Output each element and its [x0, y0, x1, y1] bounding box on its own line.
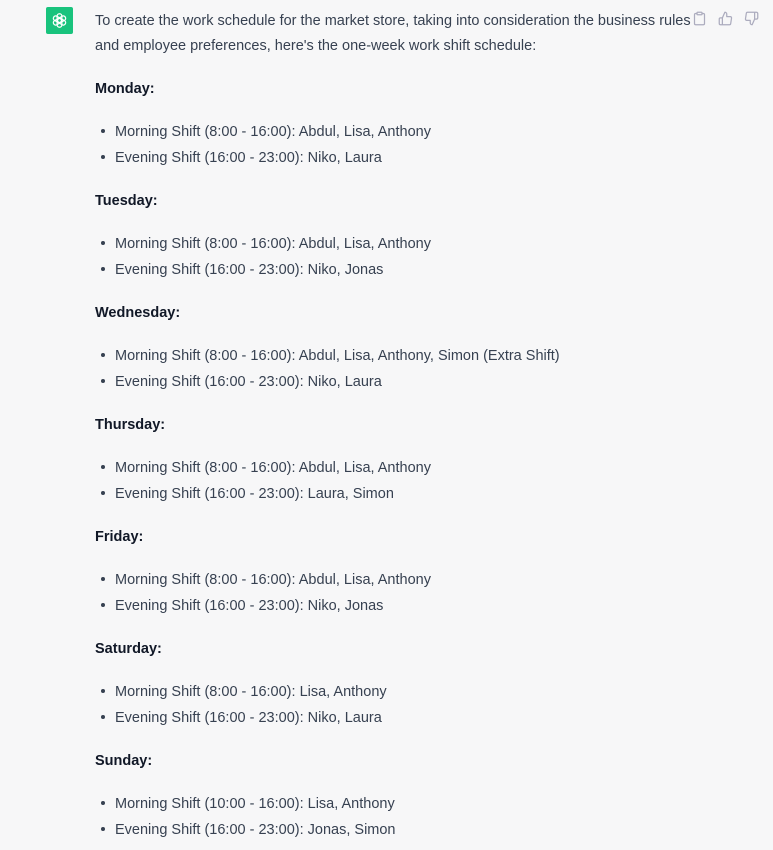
- assistant-message: [95, 9, 695, 843]
- day-section: [95, 77, 695, 171]
- shift-item: [95, 456, 695, 482]
- day-section: [95, 301, 695, 395]
- message-actions: [690, 9, 760, 27]
- shift-list: [95, 792, 695, 843]
- bullet-icon: [101, 353, 105, 357]
- shift-text: Evening Shift (16:00 - 23:00): Niko, Jonas: [115, 597, 384, 614]
- shift-list: [95, 344, 695, 395]
- day-section: [95, 637, 695, 731]
- shift-item: [95, 146, 695, 172]
- shift-text: Evening Shift (16:00 - 23:00): Jonas, Simon: [115, 821, 396, 838]
- thumbs-up-button[interactable]: [716, 9, 734, 27]
- shift-text: Morning Shift (10:00 - 16:00): Lisa, Anthony: [115, 796, 395, 812]
- openai-logo-icon: [50, 11, 69, 30]
- bullet-icon: [101, 801, 105, 805]
- bullet-icon: [101, 465, 105, 469]
- shift-text: Evening Shift (16:00 - 23:00): Niko, Laura: [115, 709, 382, 726]
- bullet-icon: [101, 577, 105, 581]
- bullet-icon: [101, 603, 105, 607]
- bullet-icon: [101, 155, 105, 159]
- day-title: Saturday:: [95, 641, 162, 657]
- shift-list: [95, 568, 695, 619]
- shift-text: Evening Shift (16:00 - 23:00): Niko, Laura: [115, 373, 382, 390]
- shift-item: [95, 680, 695, 706]
- day-title: Monday:: [95, 81, 155, 97]
- shift-text: Evening Shift (16:00 - 23:00): Niko, Laura: [115, 149, 382, 166]
- shift-text: Morning Shift (8:00 - 16:00): Lisa, Anthony: [115, 684, 387, 700]
- bullet-icon: [101, 827, 105, 831]
- shift-item: [95, 370, 695, 396]
- day-title: Sunday:: [95, 753, 153, 769]
- day-title: Tuesday:: [95, 193, 158, 209]
- bullet-icon: [101, 491, 105, 495]
- shift-text: Evening Shift (16:00 - 23:00): Laura, Simon: [115, 485, 394, 502]
- shift-text: Morning Shift (8:00 - 16:00): Abdul, Lisa, Anthony: [115, 124, 431, 140]
- shift-text: Morning Shift (8:00 - 16:00): Abdul, Lisa, Anthony: [115, 236, 431, 252]
- shift-list: [95, 456, 695, 507]
- day-title: Thursday:: [95, 417, 166, 433]
- shift-item: [95, 706, 695, 732]
- shift-item: [95, 568, 695, 594]
- shift-list: [95, 232, 695, 283]
- thumbs-down-button[interactable]: [742, 9, 760, 27]
- shift-item: [95, 344, 695, 370]
- shift-item: [95, 482, 695, 508]
- day-section: [95, 525, 695, 619]
- shift-item: [95, 120, 695, 146]
- bullet-icon: [101, 379, 105, 383]
- shift-item: [95, 232, 695, 258]
- shift-item: [95, 594, 695, 620]
- shift-text: Evening Shift (16:00 - 23:00): Niko, Jonas: [115, 261, 384, 278]
- assistant-avatar: [46, 7, 73, 34]
- day-section: [95, 749, 695, 843]
- day-title: Friday:: [95, 529, 144, 545]
- bullet-icon: [101, 715, 105, 719]
- shift-list: [95, 680, 695, 731]
- shift-item: [95, 258, 695, 284]
- bullet-icon: [101, 241, 105, 245]
- bullet-icon: [101, 689, 105, 693]
- intro-text: To create the work schedule for the market store, taking into consideration the business rules and employee preferences, here's the one-week work shift schedule:: [95, 13, 691, 54]
- bullet-icon: [101, 267, 105, 271]
- day-section: [95, 413, 695, 507]
- schedule: [95, 77, 695, 843]
- day-section: [95, 189, 695, 283]
- thumbs-up-icon: [718, 11, 733, 26]
- thumbs-down-icon: [744, 11, 759, 26]
- shift-item: [95, 818, 695, 844]
- shift-text: Morning Shift (8:00 - 16:00): Abdul, Lisa, Anthony: [115, 460, 431, 476]
- shift-text: Morning Shift (8:00 - 16:00): Abdul, Lisa, Anthony, Simon (Extra Shift): [115, 348, 560, 364]
- day-title: Wednesday:: [95, 305, 181, 321]
- shift-text: Morning Shift (8:00 - 16:00): Abdul, Lisa, Anthony: [115, 572, 431, 588]
- bullet-icon: [101, 129, 105, 133]
- shift-item: [95, 792, 695, 818]
- shift-list: [95, 120, 695, 171]
